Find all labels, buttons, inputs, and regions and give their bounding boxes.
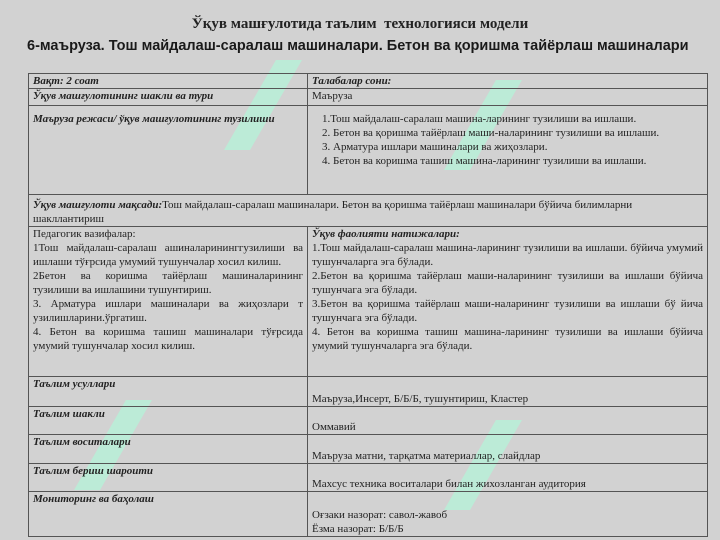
result-item: 2.Бетон ва қоришма тайёрлаш маши-наларининг тузилиши ва ишлаши бўйича тушунчага эга бўлади. (312, 270, 703, 296)
form-label: Ўқув машғулотининг шакли ва тури (29, 89, 308, 106)
lecture-subtitle: 6-маъруза. Тош майдалаш-саралаш машиналари. Бетон ва қоришма тайёрлаш машиналари (27, 38, 689, 54)
time-cell: Вақт: 2 соат (29, 74, 308, 89)
monitoring-written: Ёзма назорат: Б/Б/Б (312, 523, 404, 535)
result-item: 4. Бетон ва коришма ташиш машина-ларининг тузилиши ва ишлаши бўйича умумий тушунчаларга эга бўлади. (312, 326, 703, 352)
task-item: 2Бетон ва коришма тайёрлаш машиналарининг тузилиши ва ишлашини тушунтириш. (33, 270, 303, 296)
task-item: 3. Арматура ишлари машиналари ва жиҳозлари т узилишларини.ўргатиш. (33, 298, 303, 324)
goal-cell (29, 195, 708, 227)
methods-label: Таълим усуллари (29, 377, 308, 407)
tasks-label: Педагогик вазифалар: (33, 228, 136, 240)
plan-cell (308, 106, 708, 195)
shape-value: Оммавий (308, 407, 708, 435)
lesson-model-table (28, 73, 708, 537)
task-item: 4. Бетон ва коришма ташиш машиналари тўғрсида умумий тушунчалар хосил килиш. (33, 326, 303, 352)
methods-value: Маъруза,Инсерт, Б/Б/Б, тушунтириш, Кластер (308, 377, 708, 407)
shape-label: Таълим шакли (29, 407, 308, 435)
plan-label: Маъруза режаси/ ўқув машғулотининг тузилиши (29, 106, 308, 195)
students-cell: Талабалар сони: (308, 74, 708, 89)
monitoring-oral: Оғзаки назорат: савол-жавоб (312, 509, 448, 521)
results-label: Ўқув фаолияти натижалари: (312, 228, 460, 240)
form-value: Маъруза (308, 89, 708, 106)
result-item: 3.Бетон ва қоришма тайёрлаш маши-наларининг тузилиши ва ишлаши бў йича тушунчага эга бўлади. (312, 298, 703, 324)
monitoring-label: Мониторинг ва баҳолаш (29, 492, 308, 537)
results-cell (308, 227, 708, 377)
result-item: 1.Тош майдалаш-саралаш машина-ларининг тузилиши ва ишлаши. бўйича умумий тушунчаларга эга бўлади. (312, 242, 703, 268)
task-item: 1Тош майдалаш-саралаш ашиналарининггузилиши ва ишлаши тўғрсида умумий тушунчалар хосил килиш. (33, 242, 303, 268)
plan-item: 1.Тош майдалаш-саралаш машина-ларининг тузилиши ва ишлаши. (322, 113, 637, 125)
plan-item: 2. Бетон ва қоришма тайёрлаш маши-наларининг тузилиши ва ишлаши. (322, 127, 660, 139)
means-value: Маъруза матни, тарқатма материаллар, слайдлар (308, 435, 708, 464)
conditions-label: Таълим бериш шароити (29, 464, 308, 492)
means-label: Таълим воситалари (29, 435, 308, 464)
goal-label: Ўқув машғулоти мақсади: (33, 199, 163, 211)
monitoring-cell (308, 492, 708, 537)
plan-item: 3. Арматура ишлари машиналари ва жиҳозлари. (322, 141, 548, 153)
plan-item: 4. Бетон ва коришма ташиш машина-ларининг тузилиши ва ишлаши. (322, 155, 647, 167)
conditions-value: Махсус техника воситалари билан жихозланган аудитория (308, 464, 708, 492)
goal-value: Тош майдалаш-саралаш машиналари. Бетон ва қоришма тайёрлаш машиналари бўйича билимларни шакллантириш (33, 199, 633, 225)
tasks-cell (29, 227, 308, 377)
document-title: Ўқув машғулотида таълим технологияси модели (191, 16, 529, 32)
